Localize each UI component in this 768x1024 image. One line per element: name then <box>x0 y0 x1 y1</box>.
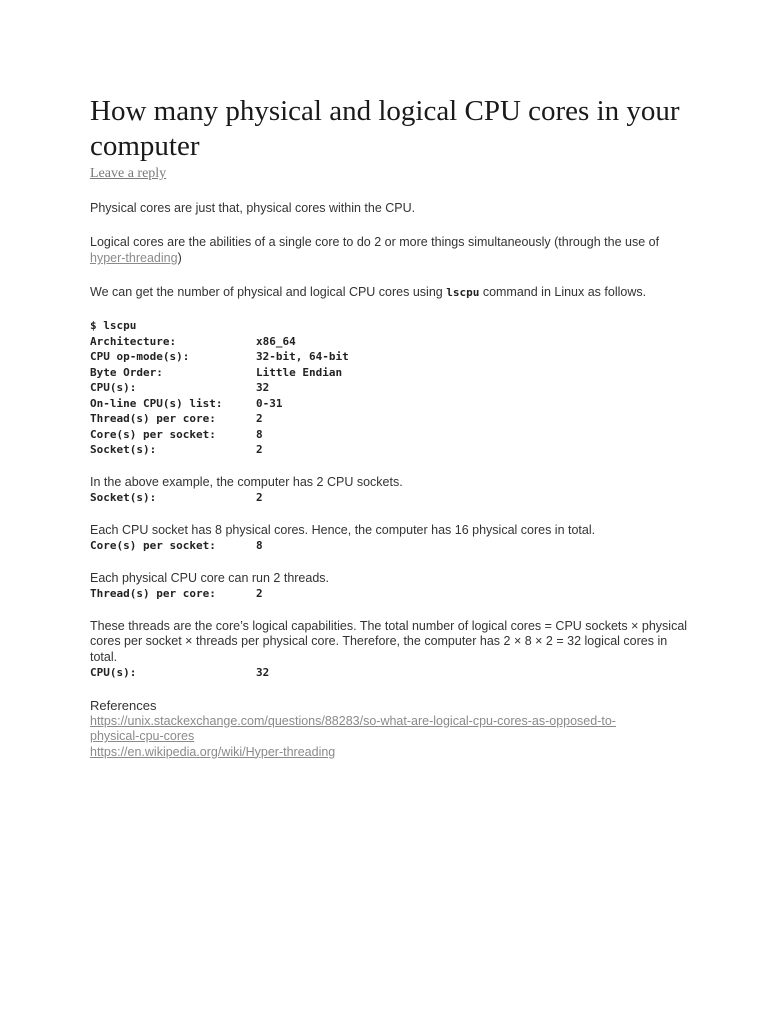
command-paragraph <box>90 284 690 301</box>
lscpu-key: Byte Order: <box>90 365 163 379</box>
explanation-code <box>90 538 690 554</box>
lscpu-key: Architecture: <box>90 334 177 348</box>
explanation-sockets <box>90 475 690 506</box>
explanation-text: Each physical CPU core can run 2 threads. <box>90 570 330 585</box>
lscpu-key: CPU(s): <box>90 381 137 394</box>
explanation-text: Each CPU socket has 8 physical cores. Hence, the computer has 16 physical cores in total. <box>90 522 596 537</box>
references-list <box>90 714 690 761</box>
logical-cores-paragraph <box>90 234 690 266</box>
lscpu-value: 2 <box>256 443 263 456</box>
explanation-code <box>90 665 690 681</box>
lscpu-row <box>90 442 690 458</box>
logical-cores-suffix: ) <box>177 251 182 265</box>
lscpu-key: Socket(s): <box>90 443 157 456</box>
lscpu-value: 2 <box>256 412 263 425</box>
lscpu-key: Core(s) per socket: <box>90 427 216 441</box>
lscpu-key: On-line CPU(s) list: <box>90 396 223 410</box>
lscpu-key: CPU op-mode(s): <box>90 350 190 363</box>
explanation-logical-total <box>90 619 690 681</box>
explanation-text: In the above example, the computer has 2 CPU sockets. <box>90 474 403 489</box>
reference-link-stackexchange[interactable]: https://unix.stackexchange.com/questions/88283/so-what-are-logical-cpu-cores-as-opposed-to-physical-cpu-cores <box>90 713 616 743</box>
explanation-threads <box>90 571 690 602</box>
explanation-cores <box>90 523 690 554</box>
article <box>90 94 690 760</box>
lscpu-prompt: $ lscpu <box>90 319 137 332</box>
lscpu-row <box>90 349 690 365</box>
explanation-value: 2 <box>256 587 263 600</box>
lscpu-value: 8 <box>256 427 263 441</box>
lscpu-value: 32-bit, 64-bit <box>256 350 349 363</box>
lscpu-value: 0-31 <box>256 396 283 410</box>
explanation-text: These threads are the core’s logical capabilities. The total number of logical cores = CPU sockets × physical cores per socket × threads per physical core. Therefore, the computer has 2 × 8 × 2 = 32 logical cores in total. <box>90 618 688 664</box>
explanation-code <box>90 490 690 506</box>
explanation-key: Core(s) per socket: <box>90 539 216 552</box>
explanation-value: 2 <box>256 491 263 504</box>
lscpu-row <box>90 380 690 396</box>
lscpu-row <box>90 411 690 427</box>
lscpu-value: 32 <box>256 381 270 394</box>
explanation-value: 8 <box>256 539 263 552</box>
logical-cores-text: Logical cores are the abilities of a single core to do 2 or more things simultaneously (through the use of <box>90 235 660 249</box>
lscpu-row <box>90 365 690 381</box>
command-text: We can get the number of physical and logical CPU cores using <box>90 285 447 299</box>
lscpu-inline-code: lscpu <box>446 286 480 299</box>
leave-reply-link[interactable]: Leave a reply <box>90 166 167 181</box>
command-suffix: command in Linux as follows. <box>479 285 647 299</box>
lscpu-row <box>90 396 690 412</box>
physical-cores-paragraph: Physical cores are just that, physical cores within the CPU. <box>90 201 416 215</box>
hyper-threading-link[interactable]: hyper-threading <box>90 251 178 265</box>
reference-link-wikipedia[interactable]: https://en.wikipedia.org/wiki/Hyper-threading <box>90 744 336 759</box>
references-heading: References <box>90 697 157 713</box>
lscpu-output-block <box>90 318 690 458</box>
explanation-key: Thread(s) per core: <box>90 587 216 600</box>
lscpu-row <box>90 334 690 350</box>
explanation-code <box>90 586 690 602</box>
explanation-key: CPU(s): <box>90 666 137 679</box>
page-title: How many physical and logical CPU cores in your computer <box>90 95 680 162</box>
lscpu-value: x86_64 <box>256 334 296 348</box>
explanation-value: 32 <box>256 666 270 679</box>
explanation-key: Socket(s): <box>90 491 157 504</box>
lscpu-row <box>90 427 690 443</box>
lscpu-key: Thread(s) per core: <box>90 412 216 425</box>
lscpu-value: Little Endian <box>256 365 343 379</box>
